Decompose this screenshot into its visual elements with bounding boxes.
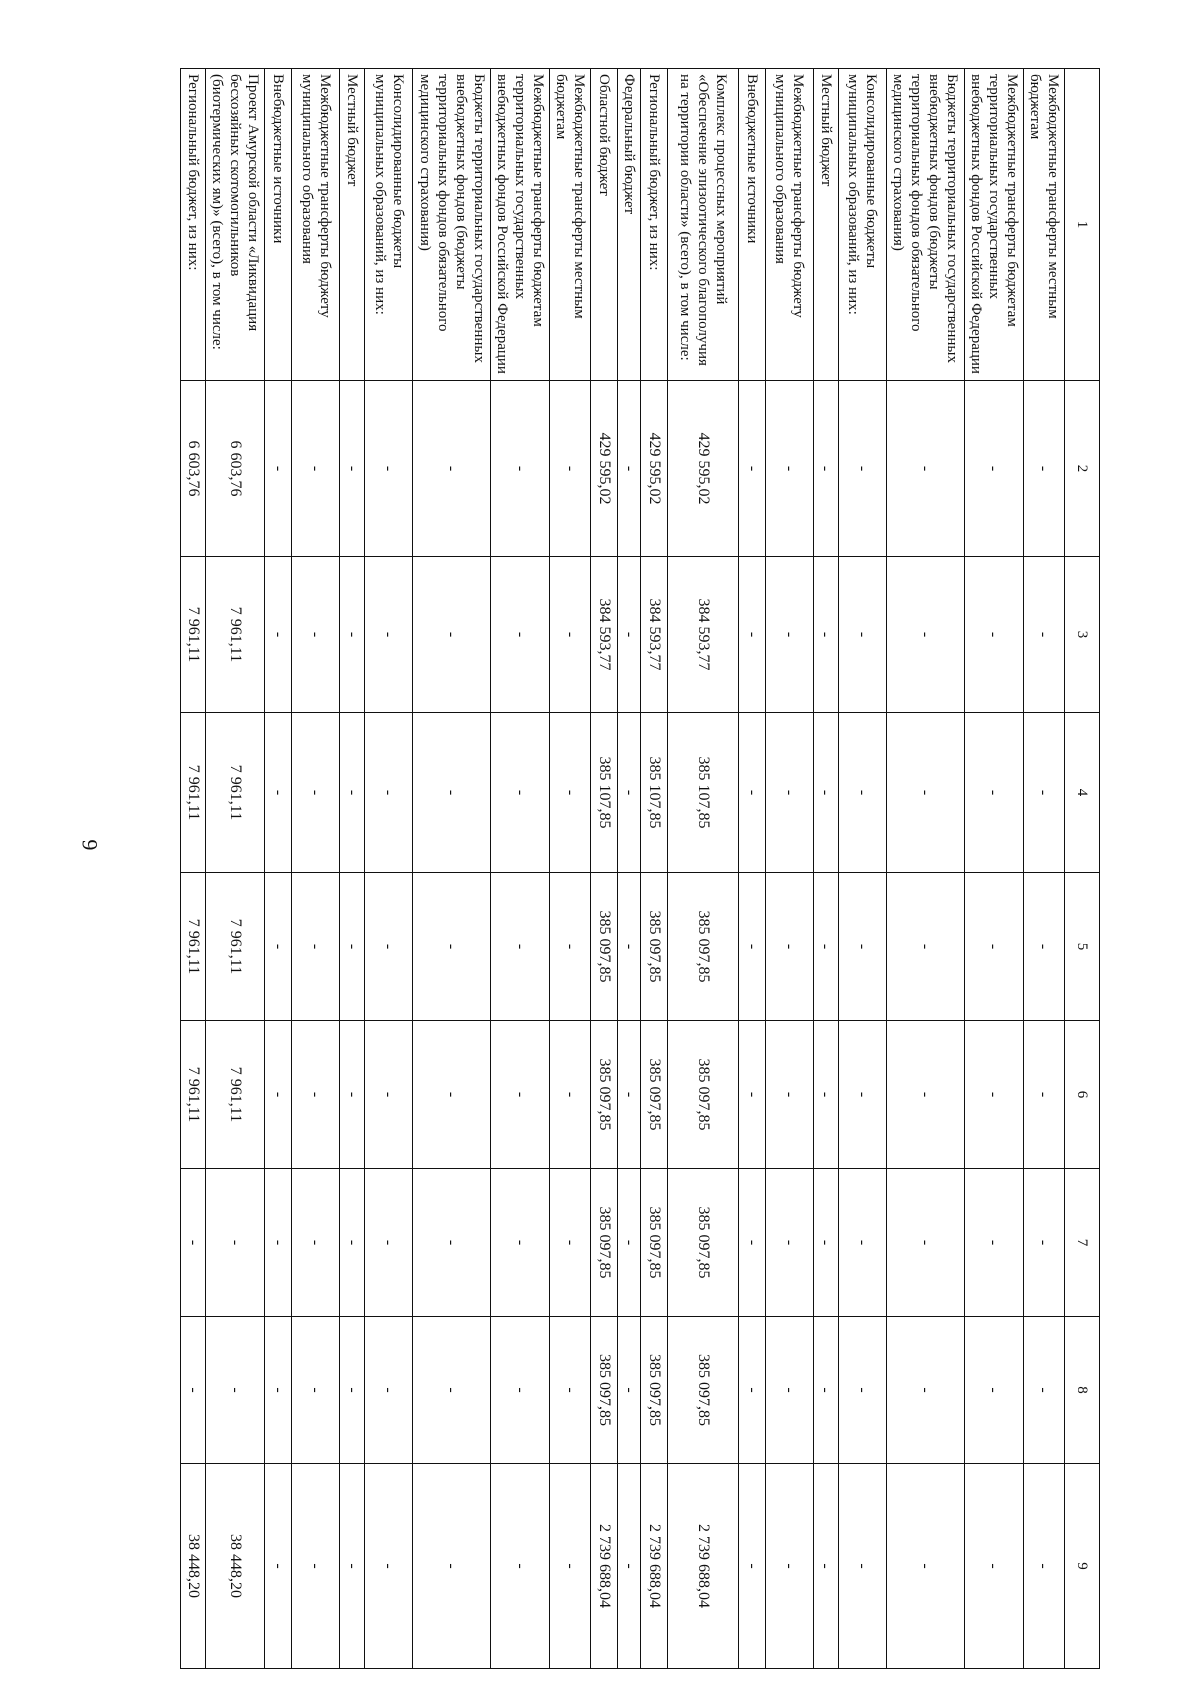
- value-cell: 385 097,85: [641, 1317, 668, 1464]
- header-cell: 8: [1064, 1317, 1099, 1464]
- value-cell: -: [265, 557, 292, 713]
- value-cell: -: [340, 1317, 365, 1464]
- value-cell: -: [292, 1169, 340, 1317]
- value-cell: -: [365, 1317, 413, 1464]
- header-cell: 4: [1064, 713, 1099, 873]
- row-label-cell: Консолидированные бюджеты муниципальных образований, из них:: [838, 69, 886, 381]
- value-cell: -: [340, 1169, 365, 1317]
- value-cell: -: [413, 557, 491, 713]
- value-cell: 2 739 688,04: [591, 1464, 618, 1669]
- value-cell: -: [766, 1169, 814, 1317]
- value-cell: 384 593,77: [668, 557, 739, 713]
- table-row: [618, 69, 641, 1669]
- table-row: [886, 69, 964, 1669]
- value-cell: -: [738, 381, 765, 557]
- value-cell: -: [550, 557, 591, 713]
- value-cell: -: [550, 381, 591, 557]
- value-cell: -: [1024, 873, 1065, 1021]
- value-cell: -: [292, 1317, 340, 1464]
- value-cell: -: [886, 873, 964, 1021]
- row-label-cell: Межбюджетные трансферты бюджету муниципального образования: [766, 69, 814, 381]
- row-label-cell: Федеральный бюджет: [618, 69, 641, 381]
- table-row: [591, 69, 618, 1669]
- row-label-cell: Внебюджетные источники: [265, 69, 292, 381]
- row-label-cell: Межбюджетные трансферты местным бюджетам: [550, 69, 591, 381]
- value-cell: -: [618, 1169, 641, 1317]
- value-cell: -: [886, 1169, 964, 1317]
- value-cell: -: [181, 1169, 206, 1317]
- value-cell: -: [413, 1021, 491, 1169]
- value-cell: -: [838, 1169, 886, 1317]
- value-cell: 385 097,85: [591, 1317, 618, 1464]
- table-row: [766, 69, 814, 1669]
- header-cell: 5: [1064, 873, 1099, 1021]
- value-cell: -: [1024, 381, 1065, 557]
- value-cell: -: [265, 1464, 292, 1669]
- value-cell: -: [365, 1169, 413, 1317]
- row-label-cell: Межбюджетные трансферты бюджетам территориальных государственных внебюджетных фондов Российской Федерации: [964, 69, 1023, 381]
- value-cell: -: [265, 713, 292, 873]
- row-label-cell: Бюджеты территориальных государственных внебюджетных фондов (бюджеты территориальных фондов обязательного медицинского страхования): [886, 69, 964, 381]
- table-row: [206, 69, 265, 1669]
- value-cell: -: [618, 381, 641, 557]
- value-cell: -: [1024, 557, 1065, 713]
- value-cell: -: [813, 1021, 838, 1169]
- value-cell: 385 107,85: [591, 713, 618, 873]
- value-cell: -: [550, 873, 591, 1021]
- value-cell: -: [766, 381, 814, 557]
- value-cell: -: [491, 557, 550, 713]
- page-number: 6: [77, 839, 102, 851]
- value-cell: 38 448,20: [206, 1464, 265, 1669]
- value-cell: 429 595,02: [641, 381, 668, 557]
- table-body: [181, 69, 1100, 1669]
- value-cell: -: [766, 713, 814, 873]
- value-cell: -: [550, 1021, 591, 1169]
- header-cell: 1: [1064, 69, 1099, 381]
- header-cell: 9: [1064, 1464, 1099, 1669]
- value-cell: -: [340, 1464, 365, 1669]
- value-cell: -: [365, 557, 413, 713]
- value-cell: -: [886, 557, 964, 713]
- value-cell: 7 961,11: [206, 713, 265, 873]
- value-cell: 385 097,85: [641, 873, 668, 1021]
- value-cell: -: [813, 1169, 838, 1317]
- value-cell: -: [766, 1021, 814, 1169]
- value-cell: 6 603,76: [206, 381, 265, 557]
- value-cell: -: [206, 1317, 265, 1464]
- value-cell: 429 595,02: [591, 381, 618, 557]
- value-cell: -: [838, 873, 886, 1021]
- row-label-cell: Местный бюджет: [813, 69, 838, 381]
- value-cell: -: [813, 873, 838, 1021]
- value-cell: 38 448,20: [181, 1464, 206, 1669]
- table-row: [668, 69, 739, 1669]
- value-cell: 384 593,77: [591, 557, 618, 713]
- value-cell: -: [491, 873, 550, 1021]
- row-label-cell: Межбюджетные трансферты бюджету муниципального образования: [292, 69, 340, 381]
- value-cell: -: [550, 1317, 591, 1464]
- table-row: [550, 69, 591, 1669]
- value-cell: -: [766, 1464, 814, 1669]
- value-cell: 7 961,11: [181, 713, 206, 873]
- value-cell: -: [413, 1464, 491, 1669]
- row-label-cell: Местный бюджет: [340, 69, 365, 381]
- value-cell: -: [813, 557, 838, 713]
- value-cell: -: [491, 713, 550, 873]
- value-cell: -: [1024, 1317, 1065, 1464]
- value-cell: -: [340, 1021, 365, 1169]
- row-label-cell: Внебюджетные источники: [738, 69, 765, 381]
- table-row: [265, 69, 292, 1669]
- value-cell: -: [886, 1464, 964, 1669]
- value-cell: 385 097,85: [668, 1317, 739, 1464]
- value-cell: 7 961,11: [206, 873, 265, 1021]
- header-cell: 2: [1064, 381, 1099, 557]
- value-cell: -: [365, 873, 413, 1021]
- table-row: [964, 69, 1023, 1669]
- value-cell: 7 961,11: [206, 1021, 265, 1169]
- row-label-cell: Проект Амурской области «Ликвидация бесхозяйных скотомогильников (биотермических ям)» (всего), в том числе:: [206, 69, 265, 381]
- value-cell: -: [265, 1021, 292, 1169]
- value-cell: -: [964, 1021, 1023, 1169]
- table-row: [1024, 69, 1065, 1669]
- value-cell: 7 961,11: [181, 557, 206, 713]
- value-cell: -: [738, 873, 765, 1021]
- value-cell: 429 595,02: [668, 381, 739, 557]
- row-label-cell: Бюджеты территориальных государственных внебюджетных фондов (бюджеты территориальных фондов обязательного медицинского страхования): [413, 69, 491, 381]
- value-cell: 385 097,85: [641, 1169, 668, 1317]
- value-cell: -: [964, 1464, 1023, 1669]
- value-cell: -: [964, 1169, 1023, 1317]
- value-cell: 2 739 688,04: [668, 1464, 739, 1669]
- table-row: [838, 69, 886, 1669]
- table-row: [413, 69, 491, 1669]
- value-cell: -: [550, 713, 591, 873]
- budget-table: [180, 68, 1100, 1669]
- value-cell: -: [292, 1021, 340, 1169]
- value-cell: -: [365, 713, 413, 873]
- table-row: [813, 69, 838, 1669]
- value-cell: -: [181, 1317, 206, 1464]
- value-cell: -: [886, 1021, 964, 1169]
- value-cell: 2 739 688,04: [641, 1464, 668, 1669]
- value-cell: -: [1024, 1021, 1065, 1169]
- value-cell: -: [618, 557, 641, 713]
- value-cell: -: [813, 381, 838, 557]
- value-cell: -: [413, 381, 491, 557]
- value-cell: -: [292, 873, 340, 1021]
- value-cell: -: [738, 557, 765, 713]
- value-cell: -: [838, 1317, 886, 1464]
- value-cell: -: [292, 381, 340, 557]
- value-cell: -: [365, 381, 413, 557]
- value-cell: -: [491, 1021, 550, 1169]
- value-cell: -: [292, 557, 340, 713]
- value-cell: 7 961,11: [206, 557, 265, 713]
- table-row: [292, 69, 340, 1669]
- value-cell: -: [838, 381, 886, 557]
- value-cell: -: [550, 1464, 591, 1669]
- table-row: [491, 69, 550, 1669]
- value-cell: -: [413, 873, 491, 1021]
- value-cell: -: [413, 713, 491, 873]
- value-cell: -: [265, 1169, 292, 1317]
- value-cell: 385 107,85: [668, 713, 739, 873]
- value-cell: 6 603,76: [181, 381, 206, 557]
- value-cell: -: [265, 873, 292, 1021]
- table-container: [180, 68, 1100, 1668]
- value-cell: -: [813, 1464, 838, 1669]
- table-row: [641, 69, 668, 1669]
- value-cell: 385 097,85: [591, 873, 618, 1021]
- table-row: [181, 69, 206, 1669]
- value-cell: -: [340, 381, 365, 557]
- header-cell: 3: [1064, 557, 1099, 713]
- value-cell: -: [265, 381, 292, 557]
- value-cell: -: [738, 1464, 765, 1669]
- value-cell: -: [365, 1464, 413, 1669]
- value-cell: -: [1024, 1169, 1065, 1317]
- value-cell: -: [292, 713, 340, 873]
- value-cell: -: [738, 1169, 765, 1317]
- value-cell: -: [838, 713, 886, 873]
- value-cell: 385 097,85: [668, 1021, 739, 1169]
- value-cell: -: [766, 1317, 814, 1464]
- value-cell: -: [365, 1021, 413, 1169]
- value-cell: -: [886, 713, 964, 873]
- value-cell: -: [813, 713, 838, 873]
- value-cell: -: [1024, 1464, 1065, 1669]
- value-cell: -: [1024, 713, 1065, 873]
- value-cell: -: [813, 1317, 838, 1464]
- value-cell: 385 097,85: [591, 1169, 618, 1317]
- table-row: [365, 69, 413, 1669]
- value-cell: -: [766, 873, 814, 1021]
- value-cell: -: [838, 557, 886, 713]
- value-cell: 385 107,85: [641, 713, 668, 873]
- value-cell: -: [618, 1464, 641, 1669]
- value-cell: 385 097,85: [641, 1021, 668, 1169]
- table-row: [738, 69, 765, 1669]
- table-row: [340, 69, 365, 1669]
- value-cell: -: [491, 381, 550, 557]
- row-label-cell: Комплекс процессных мероприятий «Обеспечение эпизоотического благополучия на территории области» (всего), в том числе:: [668, 69, 739, 381]
- value-cell: -: [838, 1464, 886, 1669]
- value-cell: -: [340, 557, 365, 713]
- value-cell: -: [491, 1317, 550, 1464]
- value-cell: -: [964, 557, 1023, 713]
- value-cell: -: [491, 1464, 550, 1669]
- value-cell: -: [964, 713, 1023, 873]
- value-cell: -: [886, 381, 964, 557]
- value-cell: -: [618, 1317, 641, 1464]
- value-cell: 385 097,85: [668, 1169, 739, 1317]
- row-label-cell: Консолидированные бюджеты муниципальных образований, из них:: [365, 69, 413, 381]
- value-cell: -: [738, 713, 765, 873]
- row-label-cell: Межбюджетные трансферты местным бюджетам: [1024, 69, 1065, 381]
- row-label-cell: Межбюджетные трансферты бюджетам территориальных государственных внебюджетных фондов Российской Федерации: [491, 69, 550, 381]
- row-label-cell: Областной бюджет: [591, 69, 618, 381]
- value-cell: -: [340, 713, 365, 873]
- value-cell: -: [964, 1317, 1023, 1464]
- value-cell: 385 097,85: [668, 873, 739, 1021]
- header-cell: 6: [1064, 1021, 1099, 1169]
- value-cell: -: [964, 381, 1023, 557]
- value-cell: -: [618, 1021, 641, 1169]
- value-cell: 7 961,11: [181, 1021, 206, 1169]
- value-cell: -: [618, 873, 641, 1021]
- value-cell: -: [206, 1169, 265, 1317]
- value-cell: -: [491, 1169, 550, 1317]
- value-cell: -: [886, 1317, 964, 1464]
- value-cell: -: [738, 1021, 765, 1169]
- header-cell: 7: [1064, 1169, 1099, 1317]
- value-cell: -: [292, 1464, 340, 1669]
- value-cell: -: [766, 557, 814, 713]
- row-label-cell: Региональный бюджет, из них:: [181, 69, 206, 381]
- row-label-cell: Региональный бюджет, из них:: [641, 69, 668, 381]
- value-cell: -: [964, 873, 1023, 1021]
- table-header-row: [1064, 69, 1099, 1669]
- value-cell: -: [340, 873, 365, 1021]
- value-cell: 7 961,11: [181, 873, 206, 1021]
- value-cell: 384 593,77: [641, 557, 668, 713]
- value-cell: -: [413, 1169, 491, 1317]
- value-cell: -: [618, 713, 641, 873]
- value-cell: 385 097,85: [591, 1021, 618, 1169]
- value-cell: -: [413, 1317, 491, 1464]
- value-cell: -: [265, 1317, 292, 1464]
- value-cell: -: [738, 1317, 765, 1464]
- value-cell: -: [550, 1169, 591, 1317]
- value-cell: -: [838, 1021, 886, 1169]
